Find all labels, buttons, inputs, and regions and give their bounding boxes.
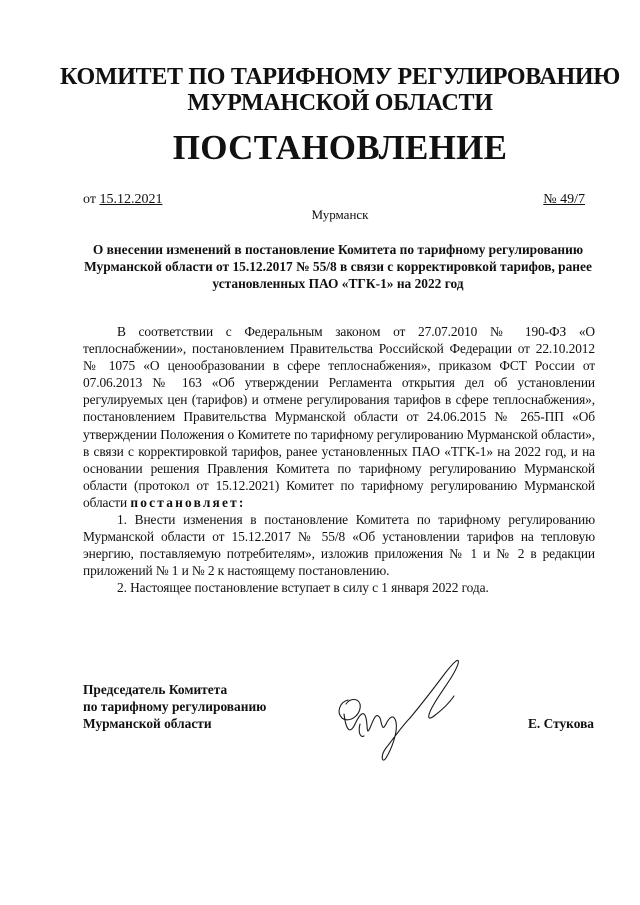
preamble-text: В соответствии с Федеральным законом от 27.07.2010 № 190-ФЗ «О теплоснабжении», постановлением Правительства Российской Федерации от 22.10.2012 № 1075 «О ценообразовании в сфере теплоснабжения», приказом ФСТ России от 07.06.2013 № 163 «Об утверждении Регламента открытия дел об установлении регулируемых цен (тарифов) и отмене регулирования тарифов в сфере теплоснабжения», постановлением Правительства Мурманской области от 24.06.2015 № 265-ПП «Об утверждении Положения о Комитете по тарифному регулированию Мурманской области», в связи с корректировкой тарифов, ранее установленных ПАО «ТГК-1» на 2022 год, и на основании решения Правления Комитета по тарифному регулированию Мурманской области (протокол от 15.12.2021) Комитет по тарифному регулированию Мурманской области	[83, 324, 595, 510]
signatory-title-line3: Мурманской области	[83, 716, 212, 731]
document-city: Мурманск	[311, 207, 369, 222]
signatory-title-line2: по тарифному регулированию	[83, 699, 267, 714]
handwritten-signature-image	[330, 652, 470, 764]
document-number: № 49/7	[543, 192, 585, 207]
signatory-title	[83, 681, 266, 732]
organization-name-line1: КОМИТЕТ ПО ТАРИФНОМУ РЕГУЛИРОВАНИЮ	[60, 64, 620, 90]
document-subject: О внесении изменений в постановление Комитета по тарифному регулированию Мурманской области от 15.12.2017 № 55/8 в связи с корректировкой тарифов, ранее установленных ПАО «ТГК-1» на 2022 год	[84, 242, 592, 291]
organization-name-line2: МУРМАНСКОЙ ОБЛАСТИ	[187, 90, 493, 116]
clause-2: 2. Настоящее постановление вступает в силу с 1 января 2022 года.	[117, 580, 489, 596]
document-body	[83, 323, 595, 597]
clause-1: 1. Внести изменения в постановление Комитета по тарифному регулированию Мурманской области от 15.12.2017 № 55/8 «Об установлении тарифов на тепловую энергию, поставляемую потребителям», изложив приложения № 1 и № 2 в редакции приложений № 1 и № 2 к настоящему постановлению.	[83, 512, 595, 579]
date-value: 15.12.2021	[99, 192, 163, 207]
signatory-name: Е. Стукова	[527, 716, 594, 731]
signatory-title-line1: Председатель Комитета	[83, 682, 228, 697]
preamble-paragraph	[83, 323, 595, 511]
date-prefix: от	[83, 192, 100, 207]
document-type-title: ПОСТАНОВЛЕНИЕ	[172, 128, 508, 167]
decree-word: постановляет:	[130, 494, 246, 510]
document-date	[83, 191, 162, 208]
